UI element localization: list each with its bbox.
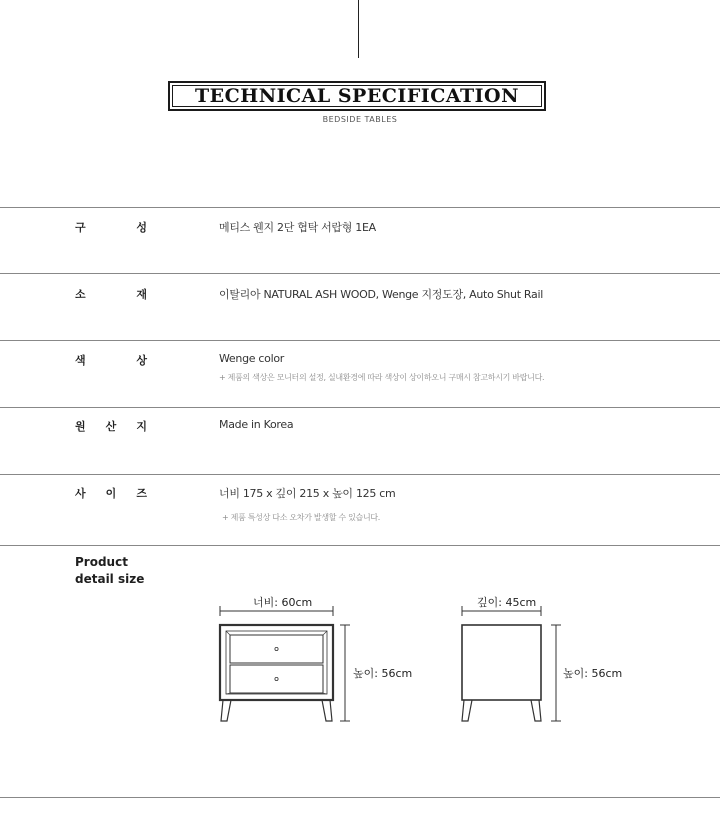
spec-label-size: 사 이 즈 <box>75 487 147 500</box>
front-height-label: 높이: 56cm <box>353 667 413 680</box>
front-width-label: 너비: 60cm <box>250 594 315 610</box>
spec-label-composition: 구 성 <box>75 221 147 234</box>
page-title: TECHNICAL SPECIFICATION <box>195 85 519 107</box>
side-depth-label: 깊이: 45cm <box>474 594 539 610</box>
page-subtitle: BEDSIDE TABLES <box>322 115 398 124</box>
spec-value-origin: Made in Korea <box>219 418 294 431</box>
front-view-drawing <box>220 606 350 721</box>
spec-label-color: 색 상 <box>75 354 147 367</box>
spec-label-material: 소 재 <box>75 288 147 301</box>
side-height-label: 높이: 56cm <box>563 667 623 680</box>
spec-value-composition: 메티스 웬지 2단 협탁 서랍형 1EA <box>219 221 376 234</box>
spec-value-color: Wenge color <box>219 352 285 365</box>
spec-label-origin: 원 산 지 <box>75 420 147 433</box>
side-view-drawing <box>462 606 561 721</box>
spec-note-color: + 제품의 색상은 모니터의 설정, 실내환경에 따라 색상이 상이하오니 구매시 참고하시기 바랍니다. <box>219 373 545 382</box>
spec-value-material: 이탈리아 NATURAL ASH WOOD, Wenge 지정도장, Auto Shut Rail <box>219 288 543 301</box>
product-detail-title: Product detail size <box>75 555 145 586</box>
spec-value-size: 너비 175 x 깊이 215 x 높이 125 cm <box>219 487 396 500</box>
spec-note-size: + 제품 특성상 다소 오차가 발생할 수 있습니다. <box>222 513 381 522</box>
